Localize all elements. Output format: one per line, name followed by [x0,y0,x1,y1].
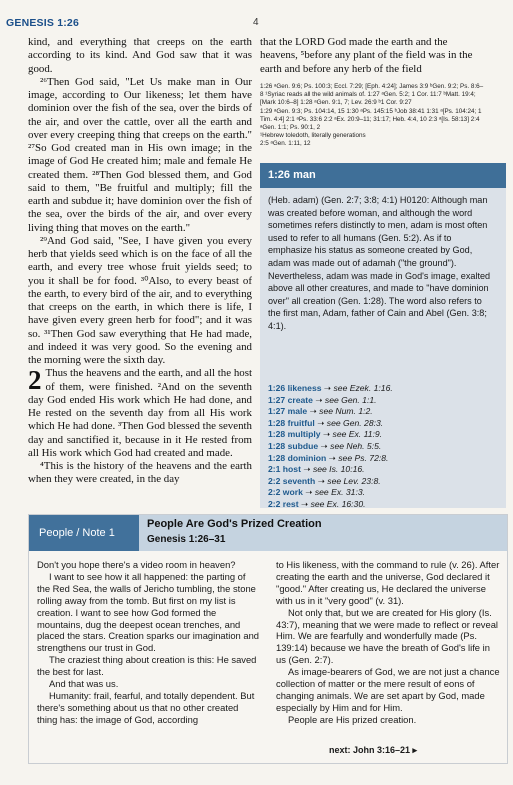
people-note-box [28,514,508,764]
note-paragraph: Humanity: frail, fearful, and totally dependent. But there's something about us that no other created thing has: the image of God, according [37,689,255,725]
note-paragraph: to His likeness, with the command to rule (v. 26). After creating the earth and the universe, God declared it "good." After creating us, He declared the universe with us in it "very good" (v. 31). [276,559,500,606]
word-link-target: see Gen. 1:1. [324,394,377,405]
note-title-bar [139,515,507,551]
word-study-body [268,194,496,333]
scripture-left-column [28,36,252,487]
chapter-number: 2 [28,365,42,396]
word-study-text: (Heb. adam) (Gen. 2:7; 3:8; 4:1) H0120: Although man was created before woman, and although the word sometimes refers distinctly to men, adam is most often used to refer to all humans (Gen. 5:2). As if to emphasize his status as someone created by God, adam was made out of adamah ("the ground"). Nevertheless, adam was made in God's image, exalted above all other creatures, and made to "have dominion over" all creation (Gen. 1:28). The word also refers to the first man, Adam, father of Cain and Abel (Gen. 3:8; 4:1). [268,195,491,331]
word-link-target: see Neh. 5:5. [330,440,382,451]
word-link-target: see Num. 1:2. [319,406,373,417]
word-link[interactable] [268,499,496,511]
note-paragraph: And that was us. [49,678,119,690]
cross-references [260,83,485,149]
word-link-ref: 1:27 create [268,394,313,405]
note-label: People / Note 1 [39,527,115,539]
book-reference: GENESIS 1:26 [6,17,80,29]
word-link-target: see Ps. 72:8. [338,452,389,463]
word-link-ref: 2:2 rest [268,498,299,509]
arrow-icon: ➝ [323,383,332,393]
word-link-ref: 1:26 likeness [268,383,322,393]
word-link[interactable] [268,453,496,465]
word-link[interactable] [268,418,496,430]
note-paragraph: Not only that, but we are created for His glory (Is. 43:7), meaning that we were made to reflect or reveal Him. We are fearfully and wonderfully made (Ps. 139:14) because we have the breath of God's life in us (Gen. 2:7). [276,606,498,666]
note-paragraph: Don't you hope there's a video room in heaven? [37,559,236,570]
word-link-target: see Lev. 23:8. [327,475,381,486]
word-link-target: see Ex. 11:9. [332,429,383,440]
page-header [0,0,513,38]
note-paragraph: The craziest thing about creation is this: He saved the best for last. [37,654,257,678]
cross-reference-line: 2:5 ᵃGen. 1:11, 12 [260,140,311,148]
cross-reference-line: ¹Hebrew toledoth, literally generations [260,132,366,140]
note-subtitle: Genesis 1:26–31 [147,534,226,545]
word-link[interactable] [268,487,496,499]
note-paragraph: As image-bearers of God, we are not just a chance collection of matter or the mere result of eons of changing animals. We are set apart by God, made especially by Him and for Him. [276,666,500,713]
scripture-right-column [260,36,485,76]
note-label-tab [29,515,139,551]
note-paragraph: People are His prized creation. [288,713,417,725]
arrow-icon: ➝ [305,487,313,498]
word-link-ref: 1:28 subdue [268,440,319,451]
word-link-target: see Ex. 16:30. [310,498,366,509]
arrow-icon: ➝ [320,440,328,451]
word-link[interactable] [268,395,496,407]
word-study-header [260,163,506,188]
word-link-target: see Is. 10:16. [312,464,365,475]
page-number: 4 [253,17,259,28]
arrow-icon: ➝ [328,452,336,463]
arrow-icon: ➝ [309,406,317,417]
word-link[interactable] [268,476,496,488]
word-link-ref: 1:28 fruitful [268,417,315,428]
verse-paragraph: ⁴This is the history of the heavens and the earth when they were created, in the day [28,460,252,486]
verse-paragraph: ²⁶Then God said, "Let Us make man in Our image, according to Our likeness; let them have dominion over the fish of the sea, over the birds of the air, and over the cattle, over all the earth and over every creeping thing that creeps on the earth." ²⁷So God created man in His own image; in the image of God He created him; male and female He created them. ²⁸Then God blessed them, and God said to them, "Be fruitful and multiply; fill the earth and subdue it; have dominion over the fish of the sea, over the birds of the air, and over every living thing that moves on the earth." [28,75,252,234]
arrow-icon: ➝ [300,498,309,509]
word-link[interactable] [268,383,496,395]
word-link-ref: 2:2 work [268,487,303,498]
word-link[interactable] [268,441,496,453]
next-note-link[interactable]: next: John 3:16–21 ▸ [329,745,418,755]
word-study-box [260,163,506,508]
arrow-icon: ➝ [303,464,311,475]
note-paragraph: I want to see how it all happened: the parting of the Red Sea, the walls of Jericho tumbling, the stone rolling away from the tomb. But first on my list is creation. I want to see how God formed the mountains, dug the deepest ocean trenches, and placed the stars. Creation sparks our imagination and strengthens our trust in God. [37,570,259,654]
verse-paragraph: kind, and everything that creeps on the earth according to its kind. And God saw that it was good. [28,36,252,75]
word-link-ref: 2:1 host [268,464,301,475]
word-link-ref: 1:27 male [268,406,308,417]
arrow-icon: ➝ [317,475,325,486]
arrow-icon: ➝ [317,417,325,428]
word-link-ref: 1:28 dominion [268,452,327,463]
verse-paragraph: ²⁹And God said, "See, I have given you every herb that yields seed which is on the face of all the earth, and every tree whose fruit yields seed; to you it shall be for food. ³⁰Also, to every beast of the earth, to every bird of the air, and to everything that creeps on the earth, in which there is life, I have given every green herb for food"; and it was so. ³¹Then God saw everything that He had made, and indeed it was very good. So the evening and the morning were the sixth day. [28,234,252,366]
verse-paragraph: that the LORD God made the earth and the heavens, ⁵before any plant of the field was in the earth and before any herb of the field [260,36,473,75]
word-link-ref: 1:28 multiply [268,429,321,440]
arrow-icon: ➝ [315,394,323,405]
word-link[interactable] [268,464,496,476]
word-link-target: see Ex. 31:3. [314,487,366,498]
verse-text: Thus the heavens and the earth, and all the host of them, were finished. ²And on the seventh day God ended His work which He had done, and He rested on the seventh day from all His work which He had done. ³Then God blessed the seventh day and sanctified it, because in it He rested from all His work which God had created and made. [28,367,252,459]
word-link-target: see Gen. 28:3. [326,417,384,428]
word-link-target: see Ezek. 1:16. [333,383,393,393]
word-study-links [268,383,496,511]
chapter-paragraph [28,367,252,460]
word-link[interactable] [268,429,496,441]
cross-reference-line: 1:26 ᵃGen. 9:6; Ps. 100:3; Eccl. 7:29; [Eph. 4:24]; James 3:9 ᵇGen. 9:2; Ps. 8:6–8 ¹Syriac reads all the wild animals of. 1:27 ᵃGen. 5:2; 1 Cor. 11:7 ᵇMatt. 19:4; [Mark 10:6–8] 1:28 ᵃGen. 9:1, 7; Lev. 26:9 ᵇ1 Cor. 9:27 [260,83,484,107]
note-column-right [276,559,500,726]
arrow-icon: ➝ [322,429,331,440]
word-link-ref: 2:2 seventh [268,475,316,486]
note-column-left [37,559,259,726]
note-title: People Are God's Prized Creation [147,518,322,530]
cross-reference-line: 1:29 ᵃGen. 9:3; Ps. 104:14, 15 1:30 ᵃPs. 145:15 ᵇJob 38:41 1:31 ᵃ[Ps. 104:24; 1 Tim. 4:4] 2:1 ᵃPs. 33:6 2:2 ᵃEx. 20:9–11; 31:17; Heb. 4:4, 10 2:3 ᵃ[Is. 58:13] 2:4 ᵃGen. 1:1; Ps. 90:1, 2 [260,107,482,132]
word-study-heading: 1:26 man [268,169,316,181]
word-link[interactable] [268,406,496,418]
